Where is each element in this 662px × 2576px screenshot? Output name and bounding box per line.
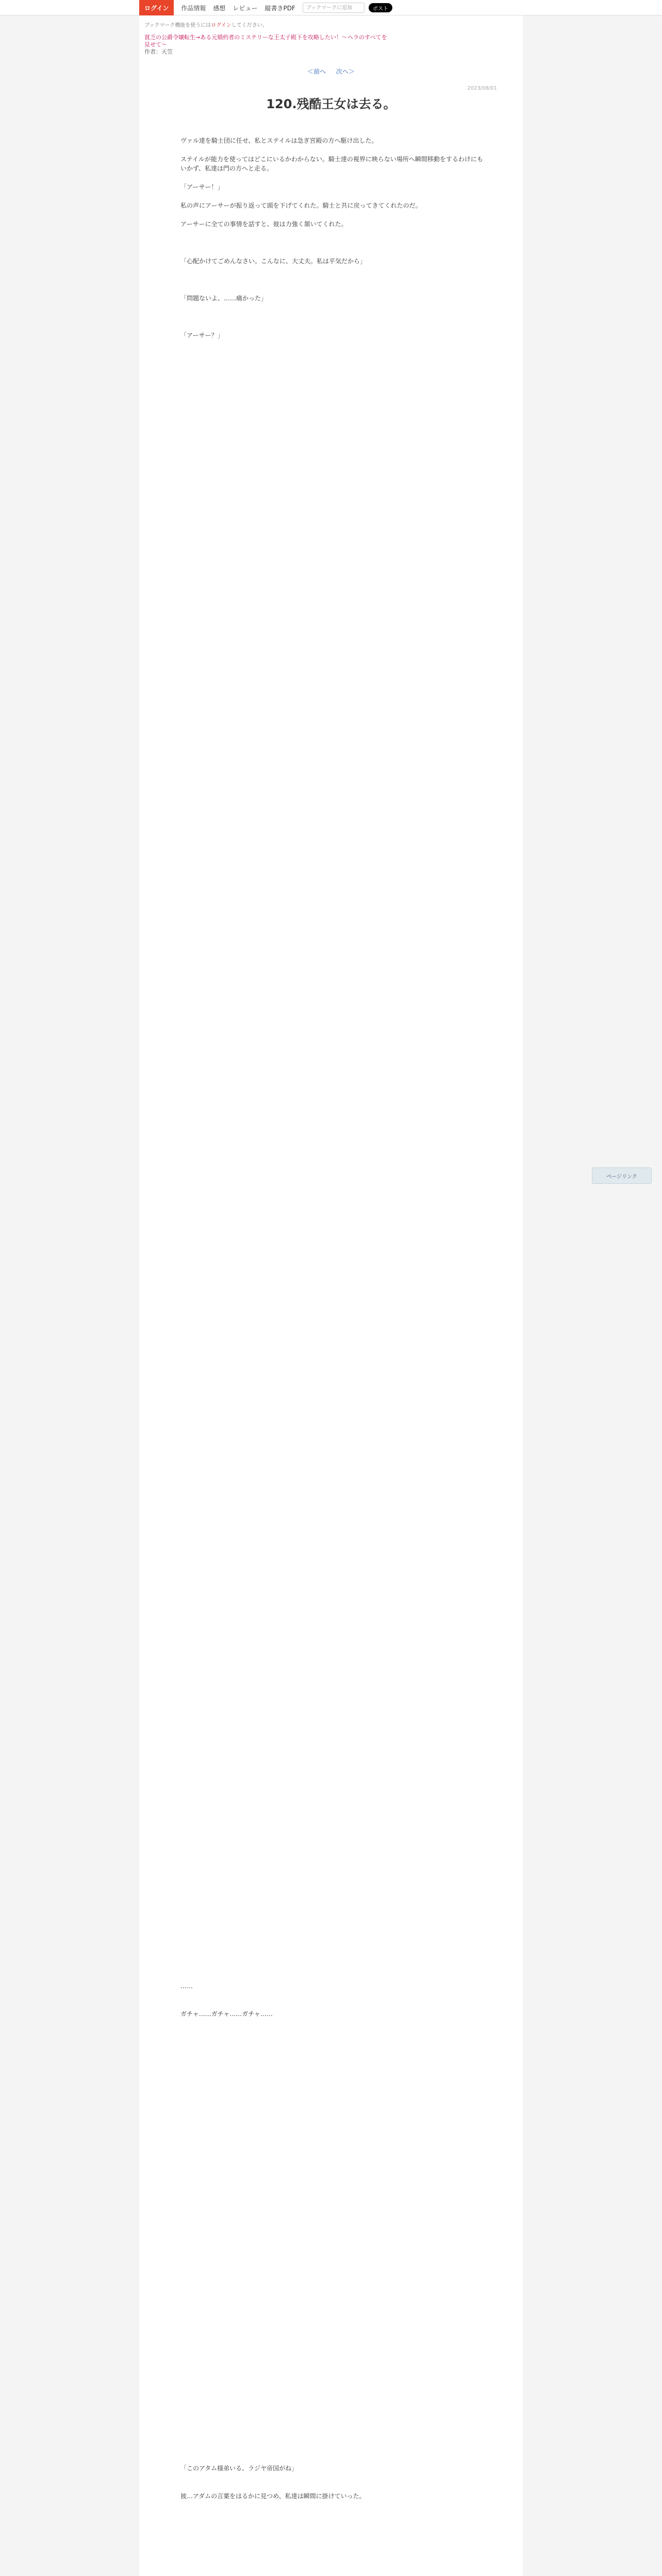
body-paragraph: [180, 2389, 485, 2399]
body-paragraph: [180, 794, 485, 804]
body-paragraph: [180, 1119, 485, 1128]
body-paragraph: [180, 2445, 485, 2454]
body-paragraph: [180, 1267, 485, 1277]
body-paragraph: [180, 2185, 485, 2195]
body-paragraph: [180, 1314, 485, 1323]
body-paragraph: [180, 1861, 485, 1870]
body-paragraph: [180, 998, 485, 1008]
body-paragraph: [180, 692, 485, 702]
body-paragraph: [180, 1212, 485, 1221]
body-paragraph: [180, 655, 485, 665]
body-paragraph: [180, 2213, 485, 2223]
body-paragraph: [180, 1657, 485, 1666]
body-paragraph: 「アーサー！」: [180, 183, 224, 191]
body-paragraph: [180, 1787, 485, 1796]
body-paragraph: [180, 832, 485, 841]
body-paragraph: [180, 442, 485, 451]
body-paragraph: [180, 1898, 485, 1907]
body-paragraph: [180, 618, 485, 628]
body-paragraph: [180, 1963, 485, 1972]
body-paragraph: [180, 2232, 485, 2241]
body-paragraph: [180, 553, 485, 563]
body-paragraph: [180, 405, 485, 414]
body-paragraph: [180, 275, 485, 284]
body-paragraph: [180, 2427, 485, 2436]
bookmark-add-field[interactable]: ブックマークに追加: [303, 3, 365, 13]
body-paragraph: [180, 581, 485, 590]
body-paragraph: [180, 887, 485, 896]
body-paragraph: [180, 2121, 485, 2130]
pager-top: [139, 67, 523, 76]
body-paragraph: [180, 349, 485, 359]
body-paragraph: [180, 2056, 485, 2065]
body-paragraph: [180, 2167, 485, 2176]
nav-item-impressions[interactable]: 感想: [213, 4, 226, 12]
body-paragraph: [180, 1406, 485, 1416]
body-paragraph: [180, 1138, 485, 1147]
body-paragraph: [180, 414, 485, 423]
body-paragraph: [180, 2399, 485, 2408]
body-paragraph: ガチャ……ガチャ……ガチャ……: [180, 2010, 273, 2018]
body-paragraph: [180, 2380, 485, 2389]
body-paragraph: [180, 2297, 485, 2306]
body-paragraph: [180, 1165, 485, 1175]
body-paragraph: [180, 1638, 485, 1648]
post-date: 2023/08/01: [467, 86, 497, 91]
body-paragraph: [180, 2074, 485, 2083]
body-paragraph: [180, 1592, 485, 1601]
body-paragraph: [180, 702, 485, 711]
body-paragraph: 「心配かけてごめんなさい。こんなに、大丈夫。私は平気だから」: [180, 258, 367, 265]
body-paragraph: [180, 2362, 485, 2371]
body-paragraph: [180, 1768, 485, 1777]
body-paragraph: [180, 340, 485, 349]
body-paragraph: 「アーサー？」: [180, 332, 224, 339]
body-paragraph: [180, 720, 485, 730]
body-paragraph: [180, 590, 485, 600]
chapter-title: 120.残酷王女は去る。: [266, 97, 396, 111]
body-paragraph: [180, 1258, 485, 1267]
body-paragraph: [180, 1202, 485, 1212]
body-paragraph: [180, 1397, 485, 1406]
body-paragraph: [180, 229, 485, 238]
body-paragraph: [180, 312, 485, 321]
body-paragraph: [180, 813, 485, 822]
body-paragraph: [180, 1954, 485, 1963]
body-paragraph: [180, 1100, 485, 1110]
body-paragraph: [180, 1935, 485, 1944]
body-paragraph: [180, 739, 485, 748]
body-paragraph: ヴァル達を騎士団に任せ、私とステイルは急ぎ宮殿の方へ駆け出した。: [180, 137, 378, 144]
body-paragraph: [180, 2250, 485, 2260]
body-paragraph: [180, 470, 485, 479]
body-paragraph: [180, 2436, 485, 2445]
body-paragraph: [180, 869, 485, 878]
body-paragraph: [180, 971, 485, 980]
body-paragraph: [180, 2148, 485, 2158]
body-paragraph: [180, 1824, 485, 1833]
body-paragraph: [180, 238, 485, 247]
body-paragraph: [180, 609, 485, 618]
body-paragraph: [180, 284, 485, 294]
body-paragraph: [180, 1351, 485, 1360]
body-paragraph: [180, 2408, 485, 2417]
body-paragraph: [180, 1416, 485, 1425]
body-paragraph: [180, 2065, 485, 2074]
body-paragraph: [180, 303, 485, 312]
body-paragraph: [180, 1481, 485, 1490]
body-paragraph: [180, 1601, 485, 1611]
body-paragraph: [180, 2019, 485, 2028]
body-paragraph: [180, 266, 485, 275]
body-paragraph: [180, 767, 485, 776]
body-paragraph: [180, 2269, 485, 2278]
body-paragraph: [180, 2371, 485, 2380]
body-paragraph: [180, 1490, 485, 1499]
body-paragraph: [180, 2482, 485, 2492]
body-paragraph: アーサーに全ての事情を話すと、彼は力強く頷いてくれた。: [180, 221, 347, 228]
body-paragraph: [180, 433, 485, 442]
body-paragraph: [180, 674, 485, 683]
body-paragraph: [180, 730, 485, 739]
series-title-link[interactable]: 貧乏の公爵令嬢転生→ある元婚約者のミステリーな王太子殿下を攻略したい！〜ヘラのすべてを見せて〜: [144, 34, 387, 48]
body-paragraph: [180, 1555, 485, 1564]
body-paragraph: [180, 1017, 485, 1026]
body-paragraph: [180, 1054, 485, 1063]
body-paragraph: [180, 748, 485, 757]
body-paragraph: [180, 1156, 485, 1165]
body-paragraph: [180, 572, 485, 581]
body-paragraph: [180, 1815, 485, 1824]
body-paragraph: [180, 1527, 485, 1536]
body-paragraph: [180, 498, 485, 507]
body-paragraph: [180, 1471, 485, 1481]
body-paragraph: [180, 1926, 485, 1935]
body-paragraph: [180, 2352, 485, 2362]
body-paragraph: [180, 2093, 485, 2102]
body-paragraph: [180, 1546, 485, 1555]
body-paragraph: 彼…アダムの言葉をはるかに見つめ、私達は瞬間に掛けていった。: [180, 2493, 366, 2500]
body-paragraph: [180, 321, 485, 331]
body-paragraph: [180, 1629, 485, 1638]
body-paragraph: [180, 377, 485, 386]
body-paragraph: [180, 1694, 485, 1703]
body-paragraph: [180, 2334, 485, 2343]
body-paragraph: [180, 1685, 485, 1694]
body-paragraph: [180, 1852, 485, 1861]
nav-item-info[interactable]: 作品情報: [181, 4, 206, 12]
body-paragraph: [180, 2417, 485, 2427]
body-paragraph: [180, 247, 485, 257]
body-paragraph: [180, 1323, 485, 1332]
x-post-button[interactable]: ポスト: [369, 3, 392, 12]
body-paragraph: [180, 2223, 485, 2232]
body-paragraph: [180, 1750, 485, 1759]
next-link[interactable]: 次へ＞: [336, 68, 355, 75]
body-paragraph: [180, 1304, 485, 1314]
body-paragraph: [180, 952, 485, 961]
body-paragraph: [180, 451, 485, 461]
body-paragraph: [180, 2278, 485, 2287]
body-paragraph: [180, 1110, 485, 1119]
body-paragraph: [180, 878, 485, 887]
breadcrumb-login-link[interactable]: ログイン: [211, 23, 231, 28]
body-paragraph: [180, 1369, 485, 1379]
body-paragraph: [180, 1499, 485, 1509]
body-paragraph: [180, 2315, 485, 2325]
body-paragraph: [180, 1731, 485, 1740]
body-paragraph: [180, 1518, 485, 1527]
body-paragraph: [180, 488, 485, 498]
body-paragraph: [180, 2325, 485, 2334]
body-paragraph: [180, 2028, 485, 2037]
body-paragraph: [180, 980, 485, 989]
body-paragraph: [180, 1611, 485, 1620]
body-paragraph: [180, 841, 485, 850]
body-paragraph: [180, 1063, 485, 1073]
body-paragraph: [180, 1907, 485, 1917]
body-paragraph: [180, 2260, 485, 2269]
body-paragraph: [180, 1833, 485, 1842]
body-paragraph: [180, 1805, 485, 1815]
body-paragraph: [180, 757, 485, 767]
top-nav: [0, 0, 662, 15]
body-paragraph: [180, 386, 485, 396]
body-paragraph: [180, 896, 485, 906]
body-paragraph: [180, 711, 485, 720]
body-paragraph: [180, 516, 485, 526]
prev-link[interactable]: ＜前へ: [307, 68, 326, 75]
body-paragraph: [180, 600, 485, 609]
body-paragraph: [180, 1620, 485, 1629]
body-paragraph: [180, 1917, 485, 1926]
body-paragraph: [180, 989, 485, 998]
body-paragraph: [180, 192, 485, 201]
body-paragraph: [180, 859, 485, 869]
body-paragraph: [180, 1740, 485, 1750]
body-paragraph: [180, 924, 485, 934]
body-paragraph: [180, 2176, 485, 2185]
body-paragraph: [180, 1648, 485, 1657]
chapter-body: [180, 136, 485, 2501]
body-paragraph: [180, 1249, 485, 1258]
body-paragraph: [180, 1991, 485, 2000]
body-paragraph: [180, 1379, 485, 1388]
body-paragraph: [180, 915, 485, 924]
body-paragraph: [180, 1425, 485, 1434]
body-paragraph: [180, 804, 485, 813]
body-paragraph: [180, 461, 485, 470]
body-paragraph: [180, 1889, 485, 1898]
body-paragraph: [180, 1128, 485, 1138]
body-paragraph: [180, 1277, 485, 1286]
body-paragraph: [180, 2000, 485, 2009]
body-paragraph: [180, 2473, 485, 2482]
body-paragraph: [180, 1675, 485, 1685]
body-paragraph: [180, 1972, 485, 1981]
body-paragraph: [180, 1944, 485, 1954]
body-paragraph: [180, 1230, 485, 1240]
body-paragraph: [180, 943, 485, 952]
body-paragraph: [180, 785, 485, 794]
body-paragraph: [180, 2139, 485, 2148]
nav-item-review[interactable]: レビュー: [233, 4, 258, 12]
body-paragraph: [180, 628, 485, 637]
body-paragraph: [180, 1175, 485, 1184]
body-paragraph: [180, 2287, 485, 2297]
nav-item-pdf[interactable]: 縦書きPDF: [264, 4, 295, 12]
login-button[interactable]: ログイン: [139, 0, 174, 15]
body-paragraph: [180, 1796, 485, 1805]
body-paragraph: [180, 1536, 485, 1546]
body-paragraph: [180, 1666, 485, 1675]
body-paragraph: [180, 1091, 485, 1100]
body-paragraph: [180, 563, 485, 572]
body-paragraph: 「このアタム様弟いる、ラジヤ帝国がね」: [180, 2465, 298, 2472]
body-paragraph: [180, 961, 485, 971]
body-paragraph: [180, 1240, 485, 1249]
body-paragraph: [180, 1509, 485, 1518]
series-info: [144, 34, 392, 56]
body-paragraph: [180, 535, 485, 544]
body-paragraph: 「問題ないよ、……痛かった」: [180, 295, 268, 302]
body-paragraph: [180, 1703, 485, 1713]
body-paragraph: [180, 479, 485, 488]
body-paragraph: [180, 1184, 485, 1193]
body-paragraph: [180, 359, 485, 368]
body-paragraph: [180, 396, 485, 405]
body-paragraph: [180, 1221, 485, 1230]
body-paragraph: [180, 2204, 485, 2213]
page-content: [139, 15, 523, 2576]
body-paragraph: [180, 2130, 485, 2139]
body-paragraph: [180, 1722, 485, 1731]
body-paragraph: [180, 507, 485, 516]
series-meta: 作者：天笠: [144, 48, 173, 55]
body-paragraph: [180, 2037, 485, 2046]
body-paragraph: [180, 423, 485, 433]
body-paragraph: [180, 2454, 485, 2464]
body-paragraph: [180, 544, 485, 553]
nav-links: [181, 4, 295, 12]
body-paragraph: [180, 1342, 485, 1351]
body-paragraph: [180, 2158, 485, 2167]
body-paragraph: [180, 1573, 485, 1583]
body-paragraph: [180, 1082, 485, 1091]
body-paragraph: [180, 1286, 485, 1295]
side-page-link-button[interactable]: ページリンク: [592, 1167, 652, 1184]
body-paragraph: [180, 1434, 485, 1444]
body-paragraph: [180, 368, 485, 377]
body-paragraph: [180, 2195, 485, 2204]
body-paragraph: [180, 665, 485, 674]
body-paragraph: [180, 1453, 485, 1462]
body-paragraph: [180, 2111, 485, 2121]
body-paragraph: [180, 1842, 485, 1852]
body-paragraph: 私の声にアーサーが振り返って頭を下げてくれた。騎士と共に戻ってきてくれたのだ。: [180, 202, 422, 209]
body-paragraph: [180, 2046, 485, 2056]
body-paragraph: ……: [180, 1982, 193, 1990]
body-paragraph: [180, 1759, 485, 1768]
body-paragraph: [180, 1073, 485, 1082]
breadcrumb: ブックマーク機能を使うにはログインしてください。: [144, 23, 268, 28]
body-paragraph: [180, 145, 485, 155]
body-paragraph: [180, 2241, 485, 2250]
body-paragraph: [180, 822, 485, 832]
body-paragraph: [180, 1879, 485, 1889]
body-paragraph: [180, 637, 485, 646]
body-paragraph: [180, 526, 485, 535]
body-paragraph: [180, 1332, 485, 1342]
body-paragraph: [180, 2102, 485, 2111]
body-paragraph: [180, 646, 485, 655]
body-paragraph: [180, 850, 485, 859]
body-paragraph: [180, 1360, 485, 1369]
body-paragraph: [180, 776, 485, 785]
body-paragraph: [180, 906, 485, 915]
body-paragraph: [180, 1462, 485, 1471]
body-paragraph: [180, 1295, 485, 1304]
body-paragraph: [180, 934, 485, 943]
body-paragraph: [180, 1870, 485, 1879]
body-paragraph: [180, 1045, 485, 1054]
body-paragraph: [180, 1388, 485, 1397]
body-paragraph: [180, 210, 485, 219]
body-paragraph: ステイルが能力を使ってはどこにいるかわからない。騎士達の視界に映らない場所へ瞬間移動をするわけにもいかず、私達は門の方へと走る。: [180, 156, 483, 172]
body-paragraph: [180, 1193, 485, 1202]
body-paragraph: [180, 1777, 485, 1787]
body-paragraph: [180, 1444, 485, 1453]
body-paragraph: [180, 2083, 485, 2093]
body-paragraph: [180, 1147, 485, 1156]
body-paragraph: [180, 1008, 485, 1017]
body-paragraph: [180, 1036, 485, 1045]
body-paragraph: [180, 1713, 485, 1722]
body-paragraph: [180, 1026, 485, 1036]
body-paragraph: [180, 1583, 485, 1592]
body-paragraph: [180, 1564, 485, 1573]
body-paragraph: [180, 683, 485, 692]
body-paragraph: [180, 173, 485, 182]
body-paragraph: [180, 2306, 485, 2315]
body-paragraph: [180, 2343, 485, 2352]
